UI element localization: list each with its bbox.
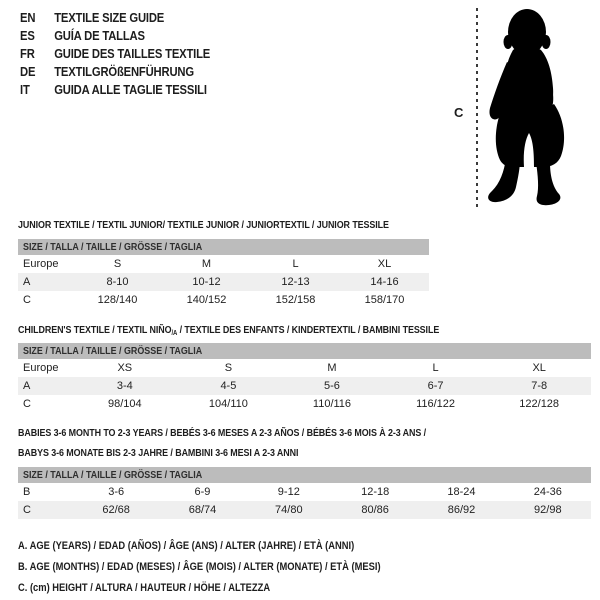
months-cell: 24-36 xyxy=(533,486,562,498)
table-row-months xyxy=(18,483,591,501)
toddler-silhouette-image xyxy=(480,0,600,220)
language-code: DE xyxy=(20,65,36,79)
children-table-title-text xyxy=(18,320,439,344)
footnote-c-text: C. (cm) HEIGHT / ALTURA / HAUTEUR / HÖHE / ALTEZZA xyxy=(18,582,271,594)
months-cell: 9-12 xyxy=(277,486,300,498)
size-cell: M xyxy=(327,362,337,374)
language-label: GUIDE DES TAILLES TEXTILE xyxy=(54,47,211,61)
months-cell: 3-6 xyxy=(108,486,125,498)
height-cell: 116/122 xyxy=(416,398,456,410)
height-cell: 158/170 xyxy=(364,294,405,306)
size-cell: L xyxy=(292,258,299,270)
height-cell: 104/110 xyxy=(208,398,248,410)
language-row-it xyxy=(20,81,210,99)
height-cell: 98/104 xyxy=(107,398,142,410)
babies-title-line1: BABIES 3-6 MONTH TO 2-3 YEARS / BEBÉS 3-6 MESES A 2-3 AÑOS / BÉBÉS 3-6 MOIS À 2-3 ANS / xyxy=(18,427,427,439)
size-cell: L xyxy=(432,362,439,374)
children-size-table xyxy=(18,343,591,413)
size-header-bar xyxy=(18,343,591,359)
row-label: C xyxy=(23,504,31,516)
babies-size-table xyxy=(18,467,591,519)
months-cell: 6-9 xyxy=(194,486,211,498)
language-label: GUÍA DE TALLAS xyxy=(54,29,145,43)
height-cell: 140/152 xyxy=(186,294,227,306)
footnote-a xyxy=(18,536,445,557)
height-cell: 74/80 xyxy=(275,504,303,516)
language-row-en xyxy=(20,9,210,27)
height-cell: 110/116 xyxy=(312,398,352,410)
footnote-legend xyxy=(18,536,445,599)
language-row-de xyxy=(20,63,210,81)
age-cell: 3-4 xyxy=(116,380,133,392)
size-header-label: SIZE / TALLA / TAILLE / GRÖSSE / TAGLIA xyxy=(23,469,203,481)
children-title-sub: /A xyxy=(171,330,178,337)
language-list xyxy=(20,9,231,99)
height-cell: 80/86 xyxy=(361,504,389,516)
language-row-fr xyxy=(20,45,210,63)
age-cell: 10-12 xyxy=(192,276,221,288)
height-measure-label: C xyxy=(454,105,464,120)
size-cell: XL xyxy=(532,362,546,374)
size-cell: S xyxy=(113,258,122,270)
table-row-age xyxy=(18,377,591,395)
table-row-europe xyxy=(18,255,429,273)
footnote-b-text: B. AGE (MONTHS) / EDAD (MESES) / ÂGE (MOIS) / ALTER (MONATE) / ETÀ (MESI) xyxy=(18,561,381,573)
row-label: A xyxy=(23,380,31,392)
children-title-post: / TEXTILE DES ENFANTS / KINDERTEXTIL / BAMBINI TESSILE xyxy=(177,324,440,336)
language-row-es xyxy=(20,27,210,45)
months-cell: 18-24 xyxy=(447,486,476,498)
table-row-europe xyxy=(18,359,591,377)
size-header-label: SIZE / TALLA / TAILLE / GRÖSSE / TAGLIA xyxy=(23,241,203,253)
age-cell: 4-5 xyxy=(220,380,237,392)
junior-table-title-text: JUNIOR TEXTILE / TEXTIL JUNIOR/ TEXTILE JUNIOR / JUNIORTEXTIL / JUNIOR TESSILE xyxy=(18,219,389,231)
size-header-bar xyxy=(18,239,429,255)
height-cell: 62/68 xyxy=(102,504,130,516)
height-cell: 68/74 xyxy=(188,504,217,516)
footnote-c xyxy=(18,578,445,599)
language-code: ES xyxy=(20,29,35,43)
size-header-label: SIZE / TALLA / TAILLE / GRÖSSE / TAGLIA xyxy=(23,345,203,357)
language-label: TEXTILGRÖßENFÜHRUNG xyxy=(54,65,194,79)
size-cell: S xyxy=(224,362,233,374)
age-cell: 6-7 xyxy=(427,380,444,392)
age-cell: 7-8 xyxy=(531,380,548,392)
table-row-age xyxy=(18,273,429,291)
row-label: B xyxy=(23,486,31,498)
row-label: Europe xyxy=(23,362,59,374)
height-cell: 86/92 xyxy=(447,504,476,516)
age-cell: 12-13 xyxy=(281,276,310,288)
table-row-height xyxy=(18,501,591,519)
language-label: GUIDA ALLE TAGLIE TESSILI xyxy=(54,83,207,97)
language-code: IT xyxy=(20,83,30,97)
height-cell: 92/98 xyxy=(534,504,562,516)
row-label: C xyxy=(23,294,31,306)
table-row-height xyxy=(18,291,429,309)
months-cell: 12-18 xyxy=(361,486,390,498)
age-cell: 14-16 xyxy=(370,276,399,288)
row-label: C xyxy=(23,398,31,410)
age-cell: 8-10 xyxy=(106,276,129,288)
size-cell: M xyxy=(201,258,212,270)
height-cell: 152/158 xyxy=(275,294,316,306)
language-code: EN xyxy=(20,11,36,25)
footnote-b xyxy=(18,557,445,578)
height-cell: 122/128 xyxy=(519,398,560,410)
size-cell: XL xyxy=(377,258,392,270)
height-dashed-line xyxy=(476,8,478,208)
table-row-height xyxy=(18,395,591,413)
children-title-pre: CHILDREN'S TEXTILE / TEXTIL NIÑO xyxy=(18,324,172,336)
children-table-title xyxy=(18,320,514,344)
row-label: A xyxy=(23,276,31,288)
junior-table-title xyxy=(18,215,454,235)
babies-title-line2: BABYS 3-6 MONATE BIS 2-3 JAHRE / BAMBINI 3-6 MESI A 2-3 ANNI xyxy=(18,447,299,459)
babies-table-title xyxy=(18,423,498,463)
age-cell: 5-6 xyxy=(324,380,340,392)
junior-size-table xyxy=(18,239,429,309)
size-cell: XS xyxy=(117,362,133,374)
row-label: Europe xyxy=(23,258,59,270)
language-label: TEXTILE SIZE GUIDE xyxy=(54,11,165,25)
language-code: FR xyxy=(20,47,35,61)
height-cell: 128/140 xyxy=(97,294,138,306)
footnote-a-text: A. AGE (YEARS) / EDAD (AÑOS) / ÂGE (ANS) / ALTER (JAHRE) / ETÀ (ANNI) xyxy=(18,540,355,552)
size-header-bar xyxy=(18,467,591,483)
